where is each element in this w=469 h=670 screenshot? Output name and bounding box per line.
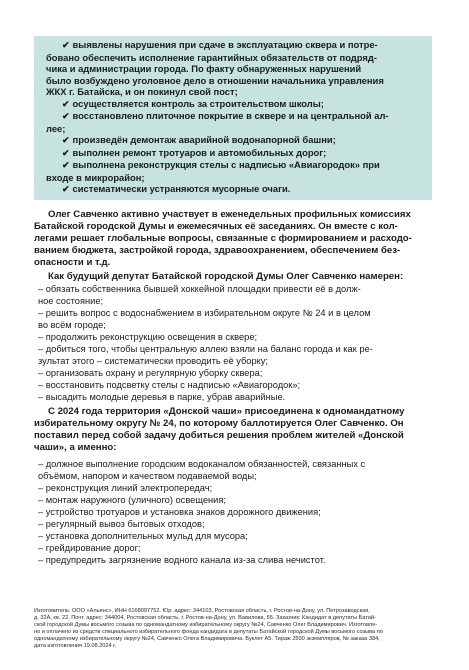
achievement-text: произведён демонтаж аварийной водонапорной башни; [72,134,336,145]
imprint-line: дата изготовления 19.08.2024 г. [34,643,117,650]
plans-heading [48,271,438,283]
achievement-line [46,39,424,52]
checkmark-icon: ✔ [62,111,70,121]
imprint-line: д. 32А, кв. 22. Почт. адрес: 344004, Ростовская область, г. Ростов-на-Дону, ул. Вавилова, 55. Заказчик: Кандидат в депутаты Батай- [34,615,376,622]
achievement-line [46,147,424,160]
list-line: объёмом, напором и качеством подаваемой воды; [38,471,257,481]
imprint-line: Изготовитель: ООО «Альянс», ИНН 6168097752. Юр. адрес: 344103, Ростовская область, г. Ростов-на-Дону, ул. Петрозаводская, [34,608,370,614]
achievements-box [34,36,432,200]
list-line: ное состояние; [38,296,104,306]
achievement-line [46,172,424,184]
achievement-text: систематически устраняются мусорные очаги. [72,183,291,194]
donskaya-chasha-paragraph [34,406,433,454]
achievement-line [46,98,424,111]
achievement-text: лее; [46,122,66,134]
achievement-line [46,123,424,135]
achievement-line [46,183,424,196]
imprint-line: ской городской Думы восьмого созыва по одномандатному избирательному округу №24, Савченко Олег Владимирович. Изготовле- [34,622,378,629]
checkmark-icon: ✔ [62,184,70,194]
list-line: – монтаж наружного (уличного) освещения; [38,495,226,505]
achievement-line [46,86,424,98]
plans-list [34,283,433,403]
checkmark-icon: ✔ [62,135,70,145]
list-line: – решить вопрос с водоснабжением в избирательном округе № 24 и в целом [38,308,371,318]
list-line: – предупредить загрязнение водного канала из-за слива нечистот. [38,555,326,565]
paragraph-line: легами решает глобальные вопросы, связанные с формированием и расходо- [34,233,412,245]
list-line: – продолжить реконструкцию освещения в сквере; [38,332,258,342]
paragraph-line: чаши», а именно: [34,442,117,454]
achievement-text: бовано обеспечить исполнение гарантийных обязательств от подряд- [46,51,377,63]
achievement-text: было возбуждено уголовное дело в отношении начальника управления [46,74,384,86]
achievement-line [46,110,424,123]
list-line: – обязать собственника бывшей хоккейной площадки привести её в долж- [38,284,361,294]
list-line: – добиться того, чтобы центральную аллею взяли на баланс города и как ре- [38,344,373,354]
achievement-line [46,63,424,75]
paragraph-line: опасности и т.д. [34,257,111,269]
achievement-text: входе в микрорайон; [46,171,145,183]
list-line: – реконструкция линий электропередач; [38,483,213,493]
list-line: – восстановить подсветку стелы с надписью «Авиагородок»; [38,380,301,390]
achievement-line [46,75,424,87]
achievement-text: ЖКХ г. Батайска, и он покинул свой пост; [46,86,238,97]
checkmark-icon: ✔ [62,160,70,170]
activity-paragraph [34,209,433,269]
plans-heading-text: Как будущий депутат Батайской городской Думы Олег Савченко намерен: [48,271,404,282]
donskaya-chasha-list [34,458,433,566]
achievement-text: восстановлено плиточное покрытие в сквере и на центральной ал- [72,110,389,121]
list-line: – регулярный вывоз бытовых отходов; [38,519,205,529]
achievement-text: выполнена реконструкция стелы с надписью «Авиагородок» при [72,159,380,170]
paragraph-line: избирательному округу № 24, по которому баллотируется Олег Савченко. Он [34,418,404,430]
achievement-line [46,159,424,172]
list-line: во всём городе; [38,320,106,330]
paragraph-line: ванием бюджета, застройкой города, здравоохранением, обеспечением без- [34,245,401,257]
list-line: – грейдирование дорог; [38,543,141,553]
list-line: – высадить молодые деревья в парке, убрав аварийные. [38,392,286,402]
paragraph-line: С 2024 года территория «Донской чаши» присоединена к одномандатному [48,406,405,417]
list-line: – организовать охрану и регулярную уборку сквера; [38,368,263,378]
achievement-line [46,52,424,64]
imprint-line: но и оплачено из средств специального избирательного фонда кандидата в депутаты Батайской городской Думы восьмого созыва по [34,629,383,636]
achievement-text: чика и администрации города. По факту обнаруженных нарушений [46,63,362,74]
list-line: – устройство тротуаров и установка знаков дорожного движения; [38,507,321,517]
paragraph-line: поставил перед собой задачу добиться решения проблем жителей «Донской [34,430,404,442]
imprint-line: одномандатному избирательному округу №24, Савченко Олега Владимировича. Буклет А5. Тираж 2500 экземпляров, № заказа 384, [34,636,380,643]
checkmark-icon: ✔ [62,147,70,158]
checkmark-icon: ✔ [62,98,70,109]
list-line: – должное выполнение городским водоканалом обязанностей, связанных с [38,459,366,469]
imprint-block [34,608,434,651]
list-line: – установка дополнительных мульд для мусора; [38,531,248,541]
achievement-text: выполнен ремонт тротуаров и автомобильных дорог; [72,146,327,158]
paragraph-line: Батайской городской Думы и ежемесячных её заседаниях. Он вместе с кол- [34,221,398,233]
paragraph-line: Олег Савченко активно участвует в еженедельных профильных комиссиях [48,209,411,220]
checkmark-icon: ✔ [62,40,70,50]
achievement-text: осуществляется контроль за строительством школы; [72,97,324,109]
achievement-line [46,134,424,147]
list-line: зультат этого – систематически проводить её уборку; [38,356,269,366]
achievement-text: выявлены нарушения при сдаче в эксплуатацию сквера и потре- [72,39,378,50]
